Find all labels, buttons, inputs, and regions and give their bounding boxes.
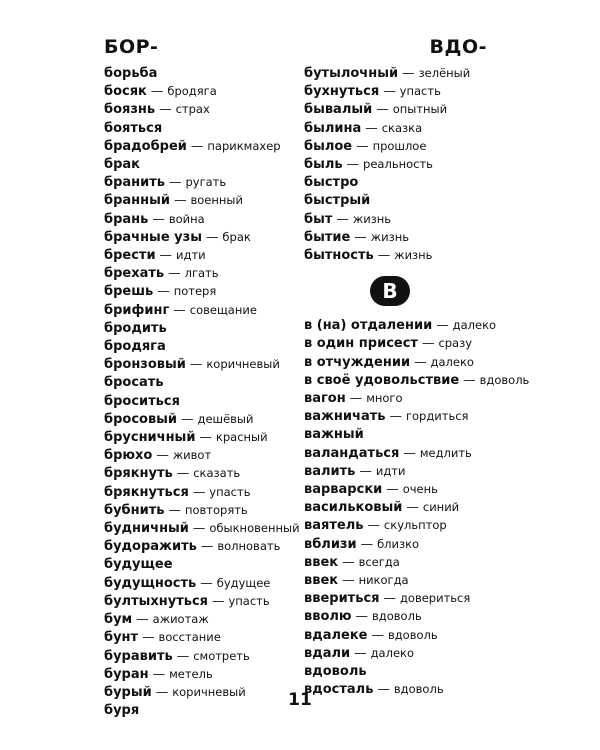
entry-headword: буря [104,703,140,719]
entry-synonym: близко [377,536,420,551]
dictionary-entry [304,246,494,264]
entry-synonym: жизнь [352,211,392,226]
entry-synonym: парикмахер [207,138,281,153]
entry-synonym: довериться [399,591,471,606]
entry-synonym: зелёный [418,66,471,80]
entry-headword: бурый [104,684,152,700]
entry-headword: вблизи [304,536,357,552]
entry-dash: — [176,647,190,663]
entry-dash: — [360,535,374,551]
entry-headword: быт [304,211,333,227]
entry-synonym: страх [175,102,210,117]
dictionary-entry [304,119,494,137]
entry-headword: борьба [104,66,158,81]
entry-headword: брякнуться [104,484,189,500]
entry-synonym: прошлое [372,138,427,153]
entry-dash: — [342,553,355,569]
dictionary-entry [104,301,299,319]
entry-headword: ввериться [304,591,380,607]
entry-dash: — [367,517,380,533]
entry-headword: брадобрей [104,138,187,154]
entry-synonym: всегда [358,554,400,569]
entry-synonym: ажиотаж [152,612,209,627]
entry-headword: босяк [104,84,147,100]
section-letter-badge: В [370,276,410,306]
entry-headword: важничать [304,409,386,425]
dictionary-entry [304,444,494,462]
entry-dash: — [190,137,204,153]
dictionary-entry [304,535,494,553]
dictionary-entry [104,555,299,573]
dictionary-entry [104,64,299,82]
dictionary-entry [104,464,299,482]
entry-dash: — [359,462,372,478]
dictionary-entry [104,373,299,391]
dictionary-entry [304,571,494,589]
dictionary-entry [304,228,494,246]
entry-synonym: жизнь [394,248,433,263]
entry-synonym: упасть [228,593,270,608]
entry-synonym: военный [190,193,243,208]
entry-headword: брюхо [104,448,153,464]
entry-dash: — [157,283,170,299]
entry-synonym: вдоволь [479,372,530,387]
entry-synonym: коричневый [172,684,246,699]
entry-dash: — [342,572,355,588]
entry-headword: вволю [304,609,352,625]
entry-synonym: красный [215,430,268,445]
entry-headword: былина [304,120,362,136]
dictionary-entry [304,662,494,680]
entry-synonym: идти [176,248,206,263]
entry-headword: ваятель [304,518,364,534]
entry-headword: быль [304,157,343,173]
entry-headword: броситься [104,393,180,409]
entry-synonym: ругать [185,175,227,190]
entry-synonym: потеря [173,284,217,299]
entry-dash: — [355,608,369,624]
entry-headword: брак [104,157,140,173]
entry-synonym: жизнь [370,229,410,244]
entry-dash: — [389,408,402,424]
entry-dash: — [155,683,169,699]
entry-dash: — [199,429,212,445]
dictionary-entry [304,425,494,443]
entry-synonym: волновать [217,539,281,554]
entry-dash: — [168,501,181,517]
entry-dash: — [156,447,169,463]
entry-synonym: далеко [430,354,474,369]
entry-synonym: война [168,211,205,226]
dictionary-entry [304,82,494,100]
entry-dash: — [349,390,363,406]
entry-dash: — [136,611,149,627]
dictionary-entry [104,228,299,246]
section-letter-block [304,264,494,316]
entry-headword: бросовый [104,411,178,427]
dictionary-entry [104,155,299,173]
entry-headword: бранить [104,175,166,191]
entry-synonym: лгать [184,266,219,281]
entry-synonym: сказка [381,120,423,135]
entry-synonym: сказать [193,466,241,481]
entry-synonym: идти [375,463,406,478]
entry-dash: — [336,210,349,226]
entry-dash: — [150,83,164,99]
entry-headword: в один присест [304,336,418,352]
dictionary-entry [104,592,299,610]
entry-dash: — [152,210,165,226]
entry-headword: васильковый [304,500,403,516]
entry-dash: — [169,174,182,190]
entry-dash: — [365,119,378,135]
dictionary-entry [304,626,494,644]
entry-headword: брань [104,211,149,227]
entry-headword: бояться [104,120,163,136]
entry-dash: — [142,629,155,645]
entry-synonym: далеко [370,645,415,660]
entry-headword: вагон [304,391,346,407]
left-column [104,64,299,719]
entry-synonym: реальность [363,157,433,172]
dictionary-entry [304,607,494,625]
entry-headword: бутылочный [304,66,399,81]
entry-dash: — [402,65,415,80]
entry-headword: бытие [304,229,351,245]
dictionary-entry [104,501,299,519]
dictionary-entry [104,100,299,118]
page-number: 11 [288,690,312,710]
dictionary-entry [304,589,494,607]
dictionary-entry [104,319,299,337]
entry-dash: — [356,137,369,153]
dictionary-entry [304,480,494,498]
entry-synonym: опытный [392,102,448,117]
dictionary-entry [304,155,494,173]
entry-headword: брачные узы [104,229,202,245]
right-column [304,64,530,699]
running-head-left: БОР- [104,36,159,58]
entry-dash: — [386,481,399,497]
dictionary-entry [304,210,494,228]
entry-synonym: совещание [189,302,257,317]
entry-headword: брехать [104,266,165,282]
dictionary-entry [304,407,494,425]
entry-dash: — [436,317,449,333]
entry-headword: брякнуть [104,466,173,482]
entry-synonym: восстание [158,630,221,645]
entry-headword: будущность [104,575,197,591]
entry-synonym: обыкновенный [209,521,300,536]
dictionary-entry [104,173,299,191]
dictionary-entry [304,100,494,118]
right-column-top [304,64,494,264]
entry-headword: вдалеке [304,627,368,643]
entry-synonym: будущее [216,575,271,590]
entry-headword: брести [104,248,156,264]
right-column-bottom [304,316,530,698]
dictionary-entry [104,392,299,410]
entry-headword: бунт [104,630,139,646]
dictionary-entry [104,519,299,537]
dictionary-entry [104,337,299,355]
entry-headword: бубнить [104,502,165,518]
dictionary-entry [304,316,497,334]
running-head-right: ВДО- [429,36,487,58]
entry-synonym: никогда [358,573,409,588]
entry-dash: — [383,83,396,99]
entry-synonym: синий [422,500,460,515]
dictionary-entry [104,246,299,264]
entry-headword: ввек [304,554,339,570]
entry-headword: бытность [304,248,374,264]
entry-headword: вдосталь [304,682,374,698]
entry-dash: — [354,644,367,660]
entry-headword: быстро [304,175,359,191]
entry-dash: — [421,335,435,351]
dictionary-entry [304,553,494,571]
dictionary-entry [104,191,299,209]
entry-headword: в отчуждении [304,354,411,370]
dictionary-entry [104,574,299,592]
dictionary-entry [104,355,299,373]
entry-dash: — [377,681,390,697]
dictionary-entry [304,389,494,407]
dictionary-entry [304,173,494,191]
entry-dash: — [159,101,172,117]
entry-headword: буравить [104,648,173,664]
entry-synonym: медлить [419,445,472,460]
entry-headword: ввек [304,573,339,589]
entry-synonym: упасть [399,84,441,99]
dictionary-entry [304,371,530,389]
dictionary-entry [104,137,299,155]
entry-dash: — [192,520,206,536]
entry-headword: боязнь [104,102,156,118]
dictionary-entry [304,644,494,662]
dictionary-entry [104,610,299,628]
entry-headword: бултыхнуться [104,593,209,609]
entry-dash: — [205,228,219,244]
entry-headword: брифинг [104,302,170,318]
entry-headword: валандаться [304,445,400,461]
dictionary-entry [104,647,299,665]
entry-headword: валить [304,463,356,479]
entry-headword: важный [304,427,364,443]
entry-synonym: сразу [438,336,473,351]
entry-dash: — [152,665,166,681]
entry-synonym: метель [169,666,213,681]
entry-synonym: скульптор [383,518,447,533]
dictionary-entry [104,665,299,683]
dictionary-entry [304,462,494,480]
entry-dash: — [181,410,194,426]
dictionary-entry [104,282,299,300]
entry-synonym: далеко [452,318,497,333]
entry-dash: — [176,465,190,481]
entry-dash: — [376,101,389,117]
entry-headword: быстрый [304,193,371,209]
dictionary-entry [304,498,494,516]
dictionary-entry [304,353,494,371]
dictionary-entry [104,628,299,646]
entry-headword: бывалый [304,102,373,118]
entry-dash: — [346,156,360,172]
entry-synonym: дешёвый [197,411,254,426]
entry-synonym: очень [402,482,438,497]
entry-synonym: гордиться [405,409,469,424]
entry-synonym: живот [172,448,212,463]
dictionary-entry [104,446,299,464]
entry-headword: будущее [104,557,173,573]
entry-synonym: коричневый [206,357,280,372]
entry-headword: вдоволь [304,664,367,680]
entry-synonym: упасть [209,484,251,499]
entry-headword: вдали [304,645,351,661]
entry-headword: брусничный [104,430,196,446]
entry-dash: — [406,499,419,515]
entry-dash: — [463,371,476,387]
entry-headword: былое [304,138,353,154]
entry-headword: в (на) отдалении [304,318,433,334]
entry-synonym: повторять [184,502,248,517]
entry-dash: — [173,192,187,208]
entry-dash: — [354,228,367,244]
entry-dash: — [383,590,396,606]
dictionary-entry [104,264,299,282]
dictionary-entry [104,82,299,100]
entry-headword: в своё удовольствие [304,372,460,388]
entry-headword: бросать [104,375,164,391]
entry-headword: бранный [104,193,170,209]
entry-headword: буран [104,666,149,682]
entry-dash: — [159,247,173,263]
dictionary-entry [104,119,299,137]
entry-dash: — [414,353,427,369]
entry-dash: — [192,483,206,499]
entry-dash: — [173,301,186,317]
entry-dash: — [200,574,213,590]
dictionary-entry [104,483,299,501]
entry-dash: — [168,265,181,281]
entry-dash: — [371,626,384,642]
dictionary-entry [104,537,299,555]
dictionary-entry [304,191,494,209]
dictionary-entry [104,410,299,428]
dictionary-entry [104,428,299,446]
entry-dash: — [189,356,203,372]
entry-synonym: смотреть [193,648,250,663]
entry-headword: бродяга [104,339,166,355]
entry-synonym: много [366,391,403,406]
dictionary-entry [304,516,494,534]
entry-dash: — [403,444,416,460]
entry-synonym: бродяга [167,84,217,99]
entry-synonym: вдоволь [393,682,444,697]
entry-headword: бродить [104,320,167,336]
entry-headword: варварски [304,482,383,498]
entry-headword: будоражить [104,539,197,555]
entry-headword: брешь [104,284,154,300]
dictionary-entry [304,334,494,352]
entry-headword: бум [104,612,133,628]
dictionary-entry [304,64,494,82]
entry-dash: — [200,538,214,554]
entry-dash: — [212,592,225,608]
entry-synonym: брак [222,229,251,244]
entry-headword: бухнуться [304,84,380,100]
entry-synonym: вдоволь [387,627,438,642]
entry-headword: будничный [104,521,189,537]
entry-headword: бронзовый [104,357,186,373]
entry-dash: — [377,247,391,263]
dictionary-entry [304,137,494,155]
dictionary-entry [104,210,299,228]
entry-synonym: вдоволь [372,609,422,624]
